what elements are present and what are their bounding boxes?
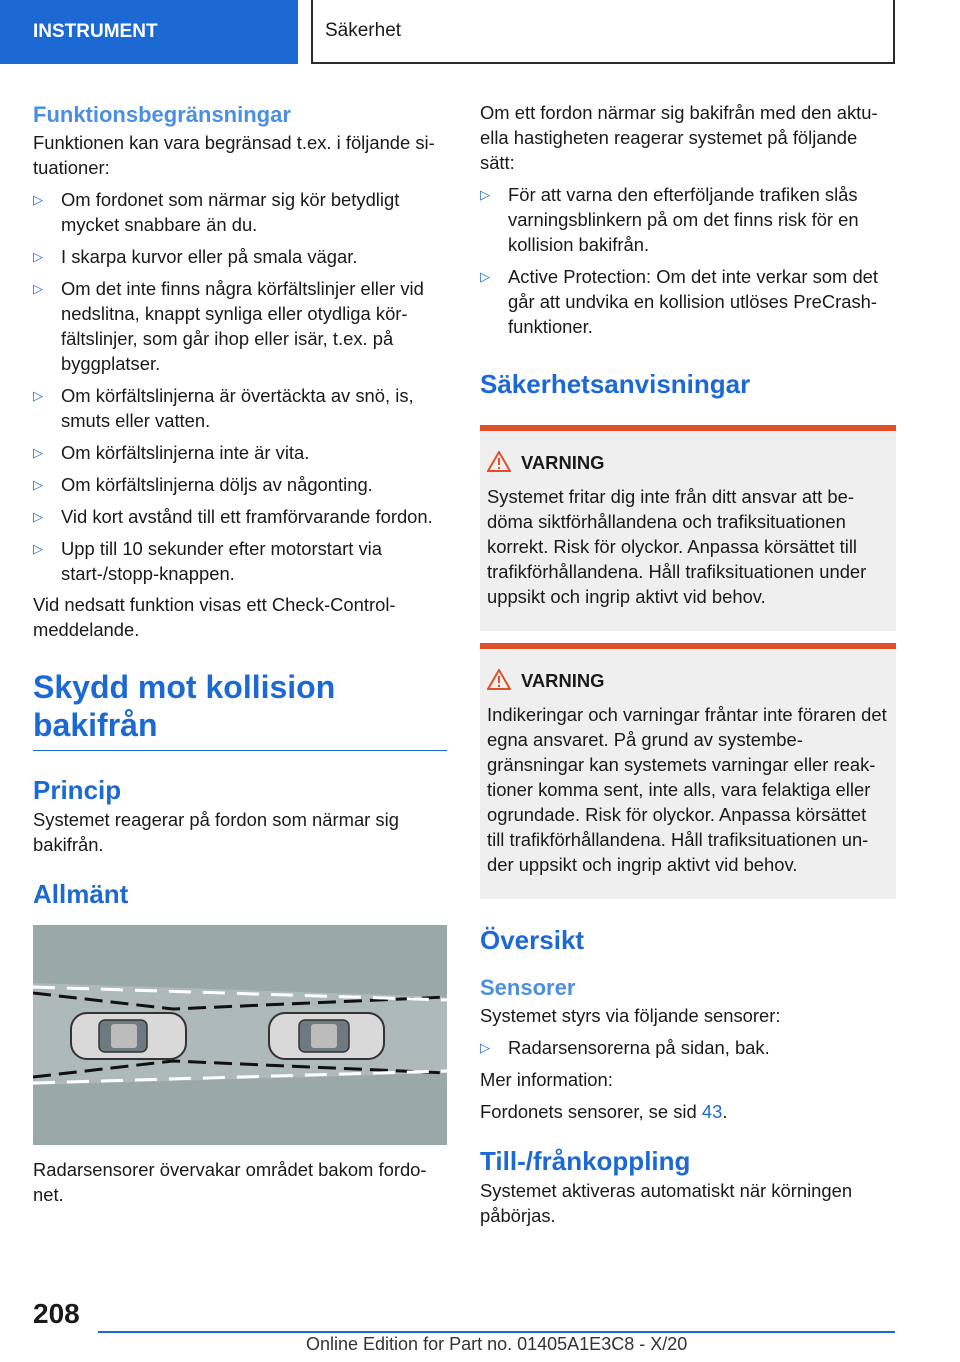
page-reference-link[interactable]: 43: [701, 1101, 723, 1122]
car-icon: [71, 1013, 186, 1059]
warning-text: Indikeringar och varningar fråntar inte föraren det egna ansvaret. På grund av systembe-gränsningar kan systemets varningar eller reak-tioner komma sent, inte alls, vara felaktiga eller ogrundade. Risk för olyckor. Anpassa körsättet till trafikförhållandena. Håll trafiksituationen un-der uppsikt och ingrip aktivt vid behov.: [487, 704, 887, 875]
list-item: ▷ Om körfältslinjerna döljs av någonting.: [33, 474, 373, 495]
right-column: [480, 100, 896, 1228]
warning-title: VARNING: [487, 451, 888, 478]
allmant-heading: Allmänt: [33, 879, 129, 909]
radar-zone-graphic: [33, 925, 447, 1145]
oversikt-heading: Översikt: [480, 925, 585, 955]
safety-heading: Säkerhetsanvisningar: [480, 369, 751, 399]
sensor-reference: Fordonets sensorer, se sid 43.: [480, 1101, 728, 1122]
main-title: Skydd mot kollision bakifrån: [33, 668, 447, 751]
list-item: ▷ Om det inte finns några körfältslinjer eller vid nedslitna, knappt synliga eller otydliga kör-fältslinjer, som går ihop eller isär, t.ex. på byggplatser.: [33, 278, 424, 374]
more-info-label: Mer information:: [480, 1069, 613, 1090]
warning-text: Systemet fritar dig inte från ditt ansvar att be-döma siktförhållandena och trafiksituationen korrekt. Risk för olyckor. Anpassa körsättet till trafikförhållandena. Håll trafiksituationen under uppsikt och ingrip aktivt vid behov.: [487, 486, 867, 607]
triangle-bullet-icon: ▷: [33, 509, 43, 524]
sensorer-text: Systemet styrs via följande sensorer:: [480, 1005, 781, 1026]
func-list: [33, 187, 447, 586]
list-item: ▷ Vid kort avstånd till ett framförvarande fordon.: [33, 506, 433, 527]
func-heading: Funktionsbegränsningar: [33, 102, 291, 127]
triangle-bullet-icon: ▷: [33, 445, 43, 460]
edition-text: Online Edition for Part no. 01405A1E3C8 - X/20: [306, 1334, 688, 1354]
list-item: ▷ Om körfältslinjerna är övertäckta av snö, is, smuts eller vatten.: [33, 385, 414, 431]
list-item: ▷ Om körfältslinjerna inte är vita.: [33, 442, 310, 463]
reaction-list: [480, 182, 896, 339]
sensorer-heading: Sensorer: [480, 975, 576, 1000]
triangle-bullet-icon: ▷: [33, 281, 43, 296]
warning-triangle-icon: [487, 451, 521, 478]
footer-divider: [98, 1331, 895, 1333]
func-outro: Vid nedsatt funktion visas ett Check-Control-meddelande.: [33, 594, 396, 640]
triangle-bullet-icon: ▷: [480, 1040, 490, 1055]
warning-box: [480, 643, 896, 899]
toggle-heading: Till-/frånkoppling: [480, 1146, 691, 1176]
func-intro: Funktionen kan vara begränsad t.ex. i följande si-tuationer:: [33, 132, 435, 178]
left-column: [33, 100, 447, 1207]
chapter-title: Säkerhet: [311, 0, 895, 64]
list-item: ▷ Radarsensorerna på sidan, bak.: [480, 1037, 770, 1058]
triangle-bullet-icon: ▷: [33, 388, 43, 403]
list-item: ▷ Upp till 10 sekunder efter motorstart via start-/stopp-knappen.: [33, 538, 382, 584]
triangle-bullet-icon: ▷: [33, 541, 43, 556]
list-item: ▷ Active Protection: Om det inte verkar som det går att undvika en kollision utlöses PreCrash-funktioner.: [480, 266, 879, 337]
triangle-bullet-icon: ▷: [480, 269, 490, 284]
triangle-bullet-icon: ▷: [33, 477, 43, 492]
toggle-text: Systemet aktiveras automatiskt när körningen påbörjas.: [480, 1180, 853, 1226]
triangle-bullet-icon: ▷: [480, 187, 490, 202]
list-item: ▷ För att varna den efterföljande trafiken slås varningsblinkern på om det finns risk för en kollision bakifrån.: [480, 184, 859, 255]
section-tab[interactable]: INSTRUMENT: [0, 0, 298, 64]
warning-triangle-icon: [487, 669, 521, 696]
list-item: ▷ Om fordonet som närmar sig kör betydligt mycket snabbare än du.: [33, 189, 400, 235]
triangle-bullet-icon: ▷: [33, 249, 43, 264]
page-number: 208: [33, 1298, 80, 1329]
warning-box: [480, 425, 896, 631]
page-header: [0, 0, 960, 68]
reaction-intro: Om ett fordon närmar sig bakifrån med den aktu-ella hastigheten reagerar systemet på följande sätt:: [480, 102, 878, 173]
warning-title: VARNING: [487, 669, 888, 696]
list-item: ▷ I skarpa kurvor eller på smala vägar.: [33, 246, 358, 267]
approaching-car-icon: [269, 1013, 384, 1059]
sensorer-list: [480, 1035, 896, 1060]
princip-text: Systemet reagerar på fordon som närmar sig bakifrån.: [33, 809, 399, 855]
radar-illustration: [33, 925, 447, 1145]
princip-heading: Princip: [33, 775, 122, 805]
figure-caption: Radarsensorer övervakar området bakom fordo-net.: [33, 1159, 427, 1205]
triangle-bullet-icon: ▷: [33, 192, 43, 207]
